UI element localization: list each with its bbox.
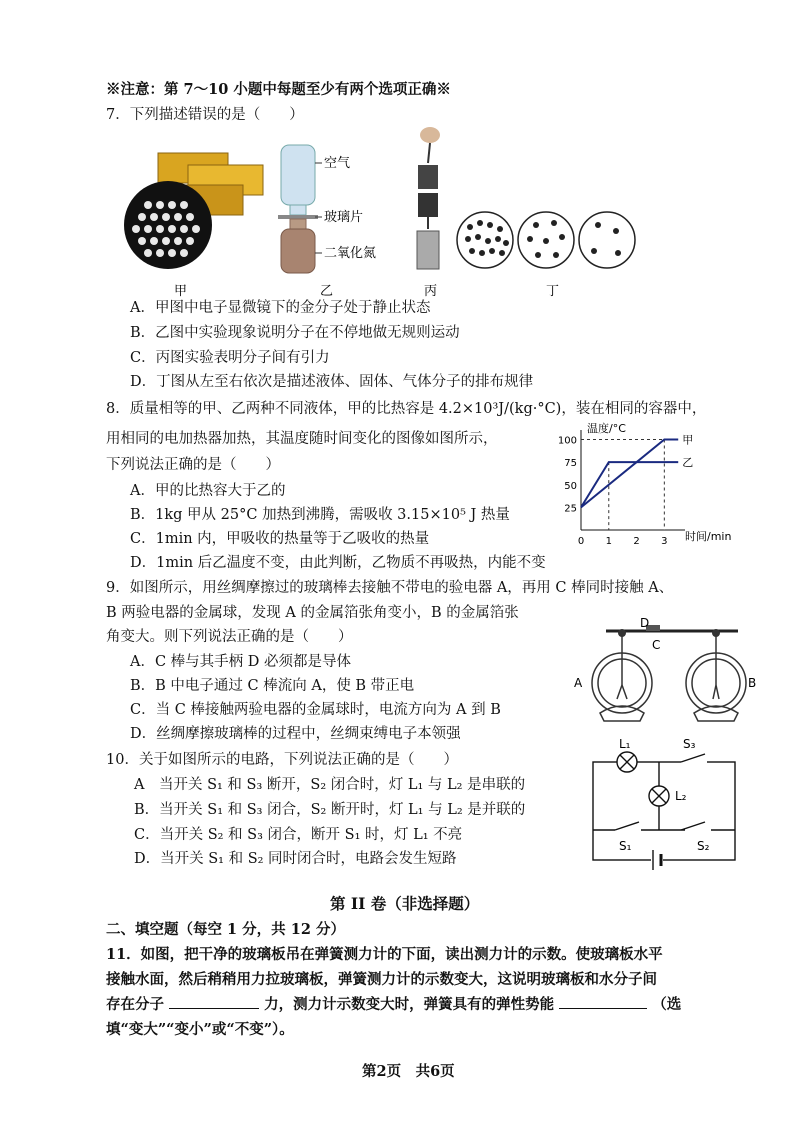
- lead-blocks-figure: [417, 127, 440, 269]
- q11-line1: 11．如图，把干净的玻璃板吊在弹簧测力计的下面，读出测力计的示数。使玻璃板水平: [106, 946, 663, 963]
- notice: ※注意：第 7～10 小题中每题至少有两个选项正确※: [106, 81, 451, 98]
- q9-stem-line2: B 两验电器的金属球，发现 A 的金属箔张角变小，B 的金属箔张: [106, 605, 519, 621]
- glass-label: 玻璃片: [324, 210, 364, 225]
- section-title: 二、填空题（每空 1 分，共 12 分）: [106, 921, 345, 938]
- chart-ylabel: 温度/°C: [587, 422, 626, 435]
- q9-option-b: B．B 中电子通过 C 棒流向 A，使 B 带正电: [130, 678, 415, 694]
- chart-xtick-label: 2: [633, 536, 640, 547]
- q11-line4: 填“变大”“变小”或“不变”）。: [106, 1021, 294, 1038]
- chart-xtick-label: 3: [661, 536, 668, 547]
- q7-option-b: B．乙图中实验现象说明分子在不停地做无规则运动: [130, 325, 460, 341]
- chart-xtick-label: 0: [577, 536, 585, 547]
- q8-option-d: D．1min 后乙温度不变，由此判断，乙物质不再吸热，内能不变: [130, 555, 546, 571]
- chart-series-label: 甲: [682, 433, 694, 447]
- chart-ytick-label: 25: [564, 503, 577, 515]
- q8-option-a: A．甲的比热容大于乙的: [130, 483, 286, 499]
- q10-option-b: B．当开关 S₁ 和 S₃ 闭合，S₂ 断开时，灯 L₁ 与 L₂ 是并联的: [134, 802, 526, 818]
- circuit-diagram: [585, 732, 745, 872]
- q10-option-c: C．当开关 S₂ 和 S₃ 闭合，断开 S₁ 时，灯 L₁ 不亮: [134, 827, 463, 843]
- air-label: 空气: [324, 156, 351, 171]
- switch-s2-label: S₂: [697, 839, 710, 853]
- q11-line3-part-a: 存在分子: [106, 996, 164, 1013]
- q9-option-a: A．C 棒与其手柄 D 必须都是导体: [130, 654, 352, 670]
- temperature-time-chart: [555, 418, 745, 548]
- q7-figure: [118, 125, 638, 300]
- gas-diffusion-figure: [278, 145, 322, 273]
- fig-jia-label: 甲: [174, 284, 188, 299]
- fig-yi-label: 乙: [320, 284, 334, 299]
- q11-line3: [106, 993, 681, 1014]
- chart-xlabel: 时间/min: [685, 530, 732, 543]
- switch-s3-label: S₃: [683, 737, 696, 751]
- chart-ytick-label: 50: [564, 480, 577, 492]
- q11-blank-1[interactable]: [169, 1008, 259, 1009]
- chart-series-label: 乙: [682, 456, 694, 470]
- no2-label: 二氧化氮: [324, 246, 377, 261]
- q7-option-c: C．丙图实验表明分子间有引力: [130, 350, 330, 366]
- q10-option-d: D．当开关 S₁ 和 S₂ 同时闭合时，电路会发生短路: [134, 851, 457, 867]
- gold-molecules-figure: [124, 153, 263, 269]
- q11-blank-2[interactable]: [559, 1008, 647, 1009]
- rod-c-label: C: [652, 638, 661, 652]
- handle-d-label: D: [640, 616, 650, 630]
- q8-stem-line1: 8．质量相等的甲、乙两种不同液体，甲的比热容是 4.2×10³J/(kg·°C)，装在相同的容器中，: [106, 401, 707, 417]
- electroscope-figure: [570, 605, 760, 730]
- chart-ytick-label: 75: [564, 458, 577, 470]
- lamp-l2-label: L₂: [675, 789, 687, 803]
- part2-title: 第 II 卷（非选择题）: [330, 894, 480, 913]
- q10-stem: 10．关于如图所示的电路，下列说法正确的是（ ）: [106, 752, 458, 768]
- fig-ding-label: 丁: [546, 284, 560, 299]
- q11-line3-part-c: （选: [652, 996, 682, 1013]
- chart-xtick-label: 1: [605, 536, 612, 547]
- q7-option-a: A．甲图中电子显微镜下的金分子处于静止状态: [130, 300, 431, 316]
- q9-stem-line3: 角变大。则下列说法正确的是（ ）: [106, 629, 353, 645]
- q7-stem: 7．下列描述错误的是（ ）: [106, 107, 304, 123]
- q9-stem-line1: 9．如图所示，用丝绸摩擦过的玻璃棒去接触不带电的验电器 A，再用 C 棒同时接触 A、: [106, 580, 674, 596]
- lamp-l1-label: L₁: [619, 737, 631, 751]
- page-footer: 第2页 共6页: [362, 1063, 455, 1080]
- q10-option-a: A 当开关 S₁ 和 S₃ 断开，S₂ 闭合时，灯 L₁ 与 L₂ 是串联的: [134, 777, 526, 793]
- q11-line3-part-b: 力，测力计示数变大时，弹簧具有的弹性势能: [264, 996, 555, 1013]
- q8-stem-line3: 下列说法正确的是（ ）: [106, 457, 280, 473]
- electroscope-a-label: A: [574, 676, 583, 690]
- q8-stem-line2: 用相同的电加热器加热，其温度随时间变化的图像如图所示，: [106, 431, 498, 447]
- q8-option-c: C．1min 内，甲吸收的热量等于乙吸收的热量: [130, 531, 430, 547]
- chart-ytick-label: 100: [557, 435, 577, 447]
- chart-series-line-jia: [581, 440, 678, 508]
- q7-option-d: D．丁图从左至右依次是描述液体、固体、气体分子的排布规律: [130, 374, 534, 390]
- q8-option-b: B．1kg 甲从 25°C 加热到沸腾，需吸收 3.15×10⁵ J 热量: [130, 507, 510, 523]
- switch-s1-label: S₁: [619, 839, 632, 853]
- electroscope-b-label: B: [748, 676, 757, 690]
- fig-bing-label: 丙: [424, 284, 438, 299]
- q9-option-d: D．丝绸摩擦玻璃棒的过程中，丝绸束缚电子本领强: [130, 726, 461, 742]
- q11-line2: 接触水面，然后稍稍用力拉玻璃板，弹簧测力计的示数变大，这说明玻璃板和水分子间: [106, 971, 657, 988]
- q9-option-c: C．当 C 棒接触两验电器的金属球时，电流方向为 A 到 B: [130, 702, 501, 718]
